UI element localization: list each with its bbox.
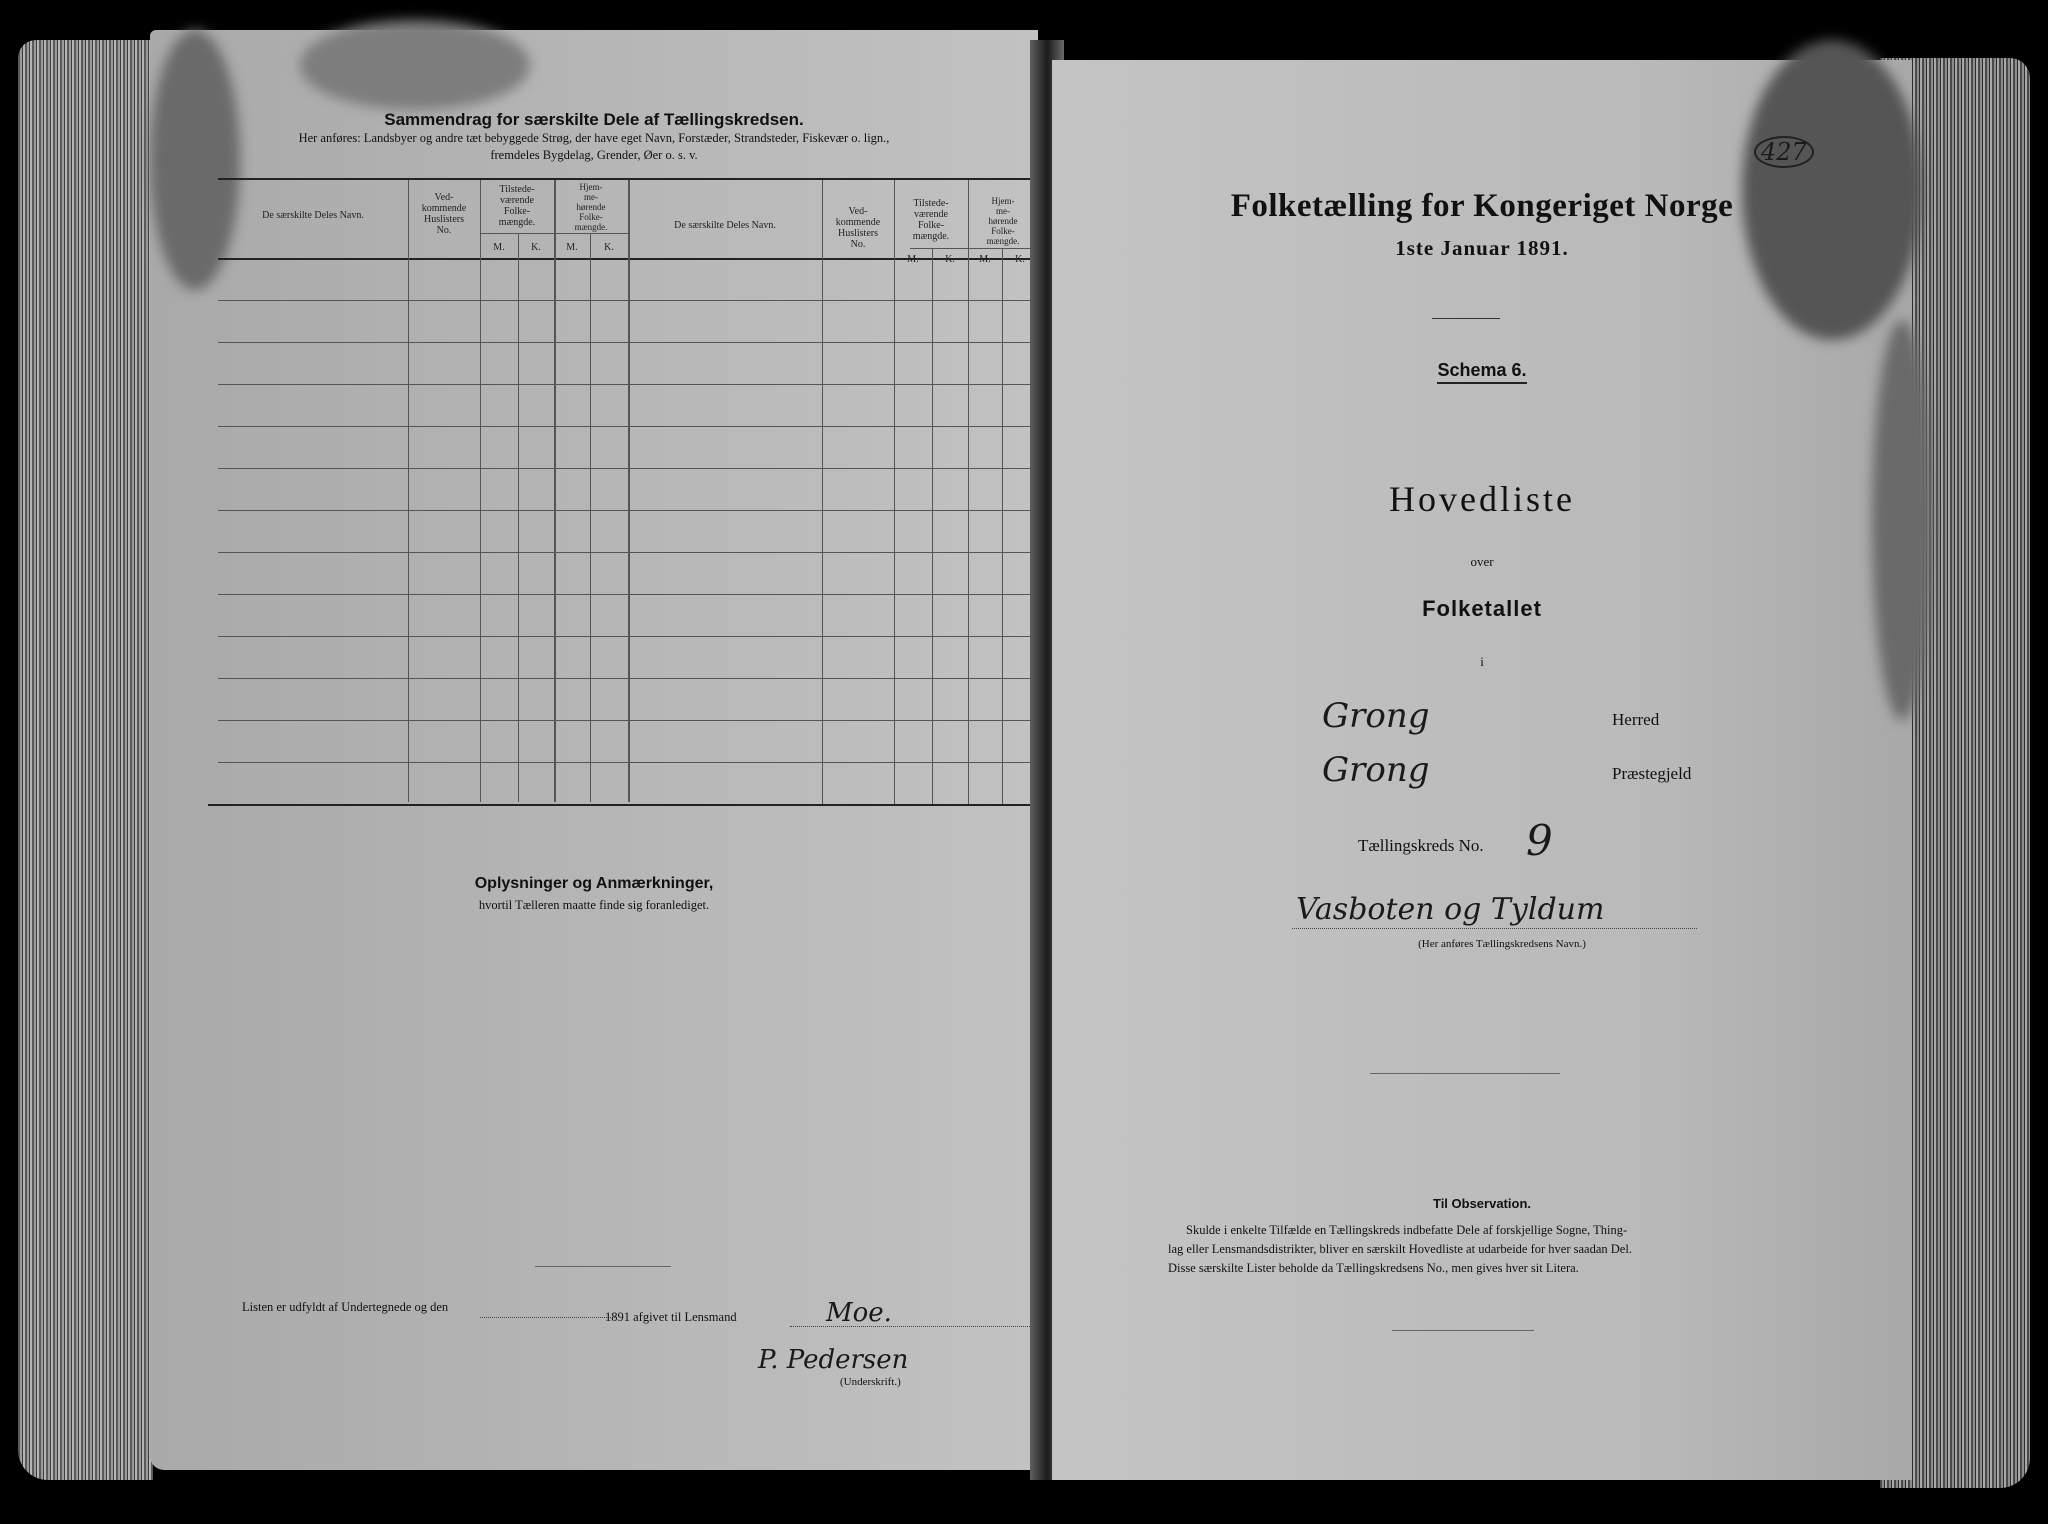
left-subtitle-line1: Her anføres: Landsbyer og andre tæt bebyggede Strøg, der have eget Navn, Forstæder, Strandsteder, Fiskevær o. lign.,	[298, 131, 890, 145]
footer-text-b: 1891 afgivet til Lensmand	[605, 1310, 737, 1324]
footer-text-a: Listen er udfyldt af Undertegnede og den	[242, 1300, 449, 1314]
kreds-label: Tællingskreds No.	[1358, 836, 1484, 855]
header-present-2: Tilstede- værende Folke- mængde.	[912, 198, 950, 242]
header-m: M.	[979, 254, 991, 265]
folketallet-heading: Folketallet	[1422, 596, 1542, 621]
divider	[535, 1266, 671, 1267]
header-name-2: De særskilte Deles Navn.	[674, 220, 776, 231]
left-title: Sammendrag for særskilte Dele af Tællingskredsen.	[384, 110, 804, 129]
header-household-1: Ved- kommende Huslisters No.	[421, 192, 467, 236]
notes-subtitle: hvortil Tælleren maatte finde sig foranlediget.	[478, 898, 710, 912]
header-m: M.	[566, 242, 578, 253]
signature-label: (Underskrift.)	[840, 1376, 901, 1388]
lensmand-name: Moe.	[826, 1298, 892, 1328]
header-name-1: De særskilte Deles Navn.	[262, 210, 364, 221]
date-line: 1ste Januar 1891.	[1395, 236, 1569, 260]
header-k: K.	[531, 242, 541, 253]
divider	[1432, 318, 1500, 319]
schema-label: Schema 6.	[1052, 360, 1912, 381]
observation-line3: Disse særskilte Lister beholde da Tællingskredsens No., men gives hver sit Litera.	[1168, 1261, 1579, 1275]
right-page	[1052, 60, 1912, 1480]
divider	[1392, 1330, 1534, 1331]
notes-title: Oplysninger og Anmærkninger,	[474, 875, 714, 892]
over-label: over	[1470, 554, 1494, 569]
left-subtitle-line2: fremdeles Bygdelag, Grender, Øer o. s. v.	[490, 148, 698, 162]
herred-value: Grong	[1322, 696, 1430, 736]
kreds-number: 9	[1526, 816, 1553, 865]
header-resident-2: Hjem- me- hørende Folke- mængde.	[986, 196, 1020, 246]
herred-label: Herred	[1612, 710, 1660, 729]
prestegjeld-value: Grong	[1322, 750, 1430, 790]
hovedliste-heading: Hovedliste	[1389, 479, 1575, 519]
stain	[300, 20, 530, 110]
header-k: K.	[1015, 254, 1025, 265]
page-number-stamp: 427	[1754, 136, 1814, 168]
kreds-name-caption: (Her anføres Tællingskredsens Navn.)	[1418, 938, 1586, 950]
observation-title: Til Observation.	[1432, 1196, 1531, 1211]
header-present-1: Tilstede- værende Folke- mængde.	[498, 184, 536, 228]
header-resident-1: Hjem- me- hørende Folke- mængde.	[574, 182, 608, 232]
page-title: Folketælling for Kongeriget Norge	[1230, 188, 1734, 224]
observation-line1: Skulde i enkelte Tilfælde en Tællingskreds indbefatte Dele af forskjellige Sogne, Thing-	[1186, 1223, 1628, 1237]
left-page	[150, 30, 1038, 1470]
i-label: i	[1480, 654, 1484, 669]
header-m: M.	[907, 254, 919, 265]
kreds-name: Vasboten og Tyldum	[1296, 892, 1605, 927]
observation-line2: lag eller Lensmandsdistrikter, bliver en særskilt Hovedliste at udarbeide for hver saadan Del.	[1168, 1242, 1632, 1256]
book-page-edges-left	[18, 40, 153, 1480]
prestegjeld-label: Præstegjeld	[1612, 764, 1692, 783]
divider	[1370, 1073, 1560, 1074]
header-household-2: Ved- kommende Huslisters No.	[835, 206, 881, 250]
signature: P. Pedersen	[758, 1345, 909, 1375]
header-k: K.	[604, 242, 614, 253]
header-k: K.	[945, 254, 955, 265]
header-m: M.	[493, 242, 505, 253]
